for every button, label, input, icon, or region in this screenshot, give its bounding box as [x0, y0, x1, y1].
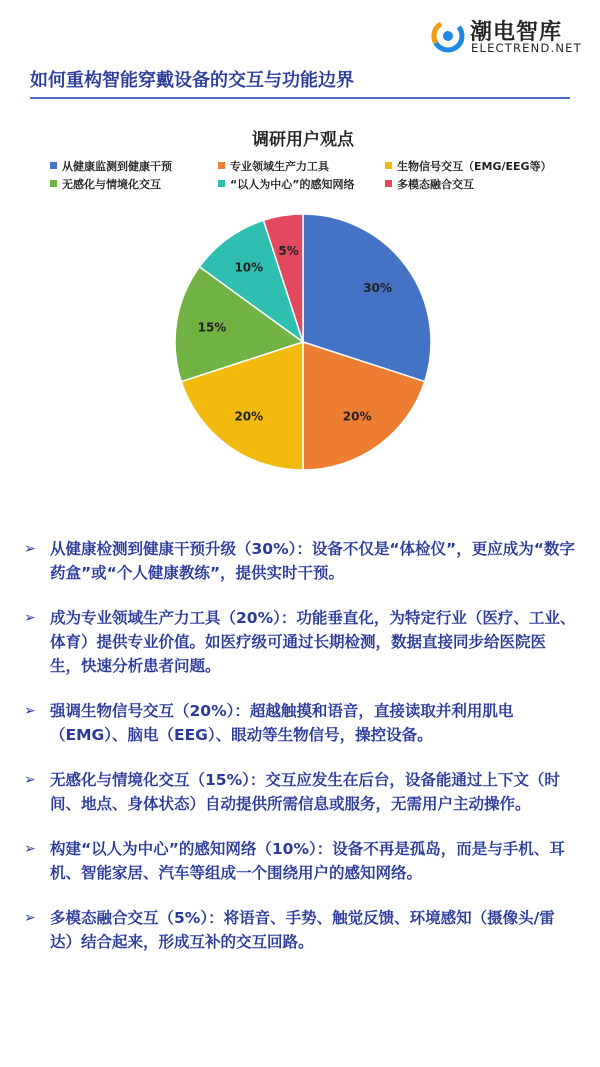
- insight-item: [24, 837, 576, 885]
- pie-data-label: 10%: [234, 260, 264, 275]
- bullet-arrow-icon: ➢: [24, 772, 36, 788]
- pie-chart: [0, 120, 600, 490]
- bullet-arrow-icon: ➢: [24, 541, 36, 557]
- insight-item: [24, 606, 576, 678]
- insight-item: [24, 537, 576, 585]
- pie-data-label: 30%: [363, 280, 392, 295]
- brand-logo-icon: [430, 18, 466, 54]
- legend-label: 无感化与情境化交互: [62, 178, 161, 191]
- pie-data-label: 15%: [197, 320, 227, 335]
- title-divider: [30, 97, 570, 99]
- insight-text: 多模态融合交互（5%）：将语音、手势、触觉反馈、环境感知（摄像头/雷达）结合起来，形成互补的交互回路。: [50, 909, 555, 951]
- insight-item: [24, 699, 576, 747]
- bullet-arrow-icon: ➢: [24, 703, 36, 719]
- legend-swatch: [385, 180, 392, 187]
- insight-item: [24, 906, 576, 954]
- bullet-arrow-icon: ➢: [24, 610, 36, 626]
- insight-text: 从健康检测到健康干预升级（30%）：设备不仅是“体检仪”，更应成为“数字药盒”或“个人健康教练”，提供实时干预。: [50, 540, 575, 582]
- legend-swatch: [218, 180, 225, 187]
- brand-logo: [430, 16, 590, 56]
- legend-swatch: [218, 162, 225, 169]
- pie-data-label: 5%: [278, 243, 299, 258]
- bullet-arrow-icon: ➢: [24, 910, 36, 926]
- insight-text: 成为专业领域生产力工具（20%）：功能垂直化，为特定行业（医疗、工业、体育）提供专业价值。如医疗级可通过长期检测，数据直接同步给医院医生，快速分析患者问题。: [50, 609, 576, 675]
- chart-legend: [50, 159, 552, 191]
- insight-text: 构建“以人为中心”的感知网络（10%）：设备不再是孤岛，而是与手机、耳机、智能家居、汽车等组成一个围绕用户的感知网络。: [50, 840, 565, 882]
- pie-data-label: 20%: [342, 409, 372, 424]
- legend-swatch: [50, 180, 57, 187]
- legend-label: 多模态融合交互: [397, 178, 474, 191]
- legend-label: 专业领域生产力工具: [230, 160, 329, 173]
- pie-data-label: 20%: [234, 409, 264, 424]
- brand-name-en: ELECTREND.NET: [471, 41, 582, 55]
- pie-slices: [175, 214, 431, 470]
- legend-label: “以人为中心”的感知网络: [230, 178, 355, 191]
- legend-label: 生物信号交互（EMG/EEG等）: [397, 160, 552, 173]
- brand-name-cn: 潮电智库: [470, 20, 563, 45]
- chart-title: 调研用户观点: [252, 130, 354, 150]
- legend-label: 从健康监测到健康干预: [62, 160, 172, 173]
- legend-swatch: [385, 162, 392, 169]
- insight-text: 强调生物信号交互（20%）：超越触摸和语音，直接读取并利用肌电（EMG）、脑电（EEG）、眼动等生物信号，操控设备。: [50, 702, 514, 744]
- page-title: 如何重构智能穿戴设备的交互与功能边界: [30, 70, 354, 91]
- bullet-arrow-icon: ➢: [24, 841, 36, 857]
- legend-swatch: [50, 162, 57, 169]
- insight-text: 无感化与情境化交互（15%）：交互应发生在后台，设备能通过上下文（时间、地点、身体状态）自动提供所需信息或服务，无需用户主动操作。: [50, 771, 560, 813]
- insight-list: [24, 537, 576, 975]
- insight-item: [24, 768, 576, 816]
